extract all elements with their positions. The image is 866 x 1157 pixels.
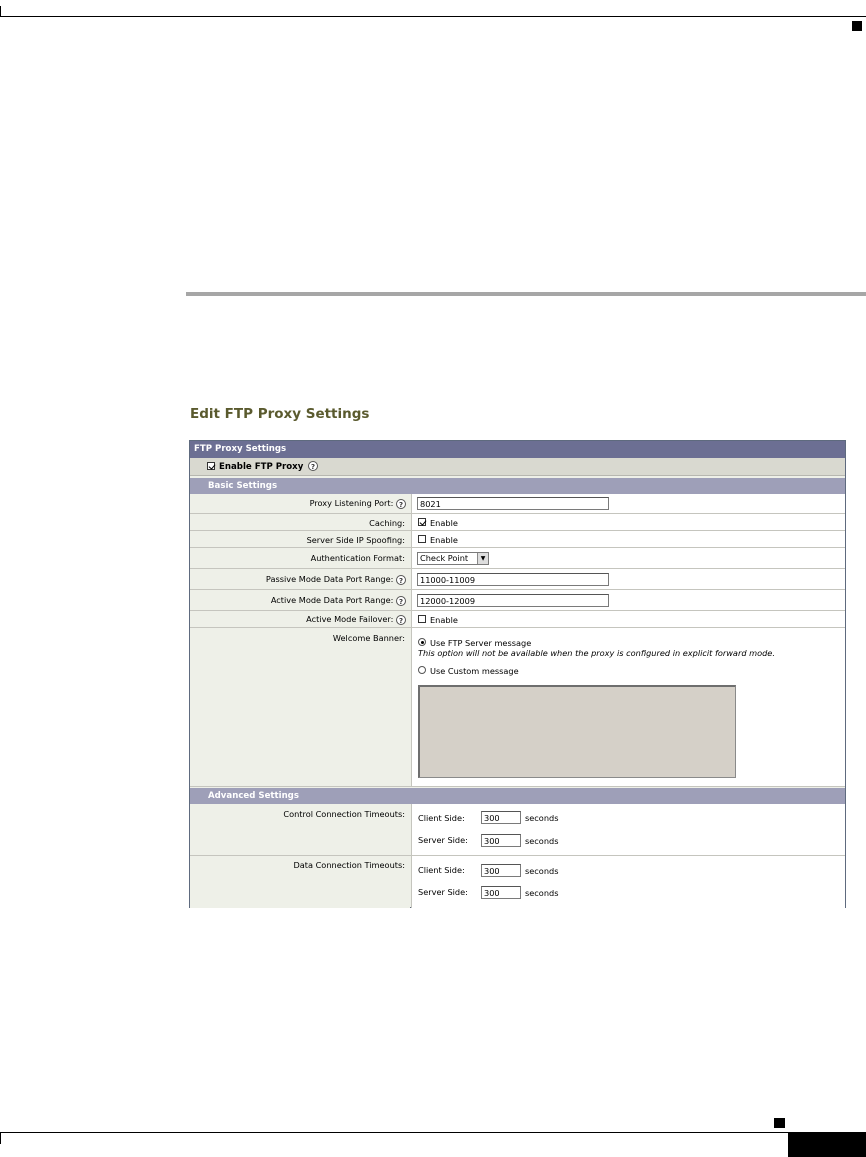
page-number-tab — [788, 1133, 866, 1157]
control-server-label: Server Side: — [418, 835, 468, 845]
ftp-proxy-settings-panel — [189, 440, 846, 908]
control-timeouts-label: Control Connection Timeouts: — [283, 809, 405, 819]
control-client-unit: seconds — [525, 813, 559, 823]
help-icon[interactable]: ? — [308, 461, 318, 471]
active-failover-row — [190, 611, 845, 628]
panel-title: FTP Proxy Settings — [190, 441, 845, 458]
caching-checkbox[interactable] — [418, 518, 426, 526]
chevron-down-icon: ▼ — [477, 553, 488, 564]
proxy-port-label: Proxy Listening Port: — [309, 498, 394, 508]
proxy-port-input[interactable]: 8021 — [417, 497, 609, 510]
control-client-label: Client Side: — [418, 813, 465, 823]
auth-format-label: Authentication Format: — [310, 553, 405, 563]
control-server-unit: seconds — [525, 836, 559, 846]
proxy-port-row — [190, 494, 845, 514]
active-failover-checkbox[interactable] — [418, 615, 426, 623]
data-client-input[interactable]: 300 — [481, 864, 521, 877]
bottom-marker — [774, 1118, 785, 1128]
auth-format-row — [190, 548, 845, 569]
caching-option-label: Enable — [430, 518, 458, 528]
section-divider — [186, 292, 866, 296]
data-server-unit: seconds — [525, 888, 559, 898]
use-ftp-server-message-radio[interactable] — [418, 638, 426, 646]
use-ftp-server-message-label: Use FTP Server message — [430, 638, 532, 648]
top-marker — [852, 21, 862, 31]
bottom-margin-tick — [0, 1133, 1, 1144]
data-client-unit: seconds — [525, 866, 559, 876]
welcome-banner-label: Welcome Banner: — [332, 633, 405, 643]
welcome-banner-row — [190, 628, 845, 787]
help-icon[interactable]: ? — [396, 615, 406, 625]
help-icon[interactable]: ? — [396, 499, 406, 509]
active-range-row — [190, 590, 845, 611]
page-heading: Edit FTP Proxy Settings — [190, 406, 370, 422]
data-timeouts-row — [190, 856, 845, 908]
ip-spoofing-row — [190, 531, 845, 548]
use-custom-message-radio[interactable] — [418, 666, 426, 674]
ip-spoofing-checkbox[interactable] — [418, 535, 426, 543]
ip-spoofing-label: Server Side IP Spoofing: — [306, 535, 405, 545]
data-client-label: Client Side: — [418, 865, 465, 875]
active-range-label: Active Mode Data Port Range: — [270, 595, 394, 605]
control-client-input[interactable]: 300 — [481, 811, 521, 824]
enable-ftp-proxy-checkbox[interactable] — [207, 462, 215, 470]
active-failover-option-label: Enable — [430, 615, 458, 625]
data-timeouts-label: Data Connection Timeouts: — [293, 860, 405, 870]
auth-format-value: Check Point — [420, 553, 469, 563]
control-timeouts-row — [190, 804, 845, 856]
data-server-label: Server Side: — [418, 887, 468, 897]
control-server-input[interactable]: 300 — [481, 834, 521, 847]
enable-ftp-proxy-row — [190, 458, 845, 476]
active-range-input[interactable]: 12000-12009 — [417, 594, 609, 607]
caching-label: Caching: — [369, 518, 405, 528]
help-icon[interactable]: ? — [396, 575, 406, 585]
server-message-note: This option will not be available when the proxy is configured in explicit forward mode. — [418, 648, 775, 658]
passive-range-label: Passive Mode Data Port Range: — [265, 574, 394, 584]
help-icon[interactable]: ? — [396, 596, 406, 606]
basic-settings-header: Basic Settings — [190, 478, 845, 494]
caching-row — [190, 514, 845, 531]
auth-format-select[interactable] — [417, 552, 489, 565]
bottom-rule — [0, 1132, 866, 1133]
enable-ftp-proxy-label: Enable FTP Proxy — [219, 462, 304, 472]
data-server-input[interactable]: 300 — [481, 886, 521, 899]
ip-spoofing-option-label: Enable — [430, 535, 458, 545]
use-custom-message-label: Use Custom message — [430, 666, 519, 676]
top-rule — [0, 16, 866, 17]
advanced-settings-header: Advanced Settings — [190, 788, 845, 804]
active-failover-label: Active Mode Failover: — [306, 614, 394, 624]
custom-message-textarea[interactable] — [418, 685, 736, 778]
passive-range-row — [190, 569, 845, 590]
passive-range-input[interactable]: 11000-11009 — [417, 573, 609, 586]
